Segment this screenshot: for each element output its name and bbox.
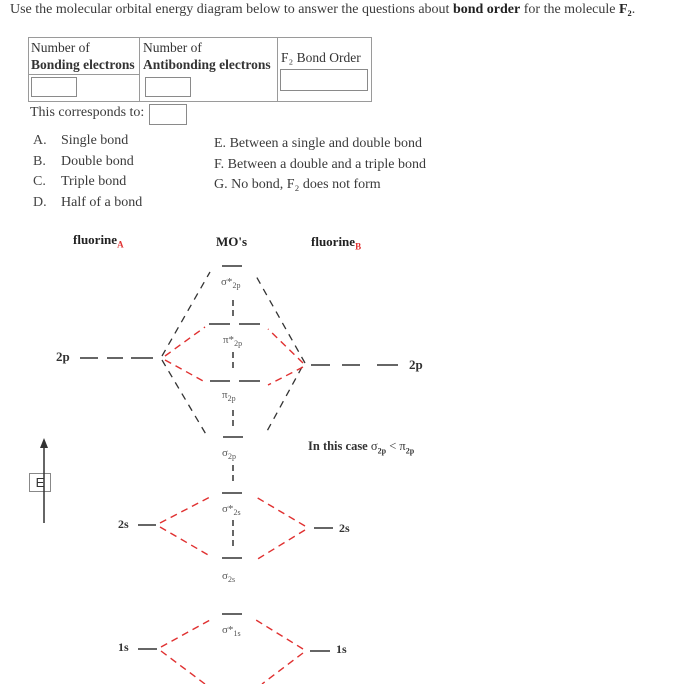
- option-c: C. Triple bond: [33, 174, 127, 189]
- mo-label-sigma-star-1s: $\sigma*_{1s}$: [222, 624, 241, 639]
- option-f: F. Between a double and a triple bond: [214, 156, 426, 172]
- bonding-header-line1: Number of: [31, 40, 90, 55]
- mo-levels: [209, 266, 260, 614]
- mo-label-sigma-2p: $\sigma_{2p}$: [222, 447, 236, 462]
- right-2p-label: 2p: [409, 357, 423, 372]
- energy-label: E: [29, 473, 51, 492]
- mo-label-pi-star-2p: $\pi*_{2p}$: [223, 334, 243, 349]
- left-atom-header: fluorine$_A$: [73, 232, 124, 250]
- option-g: G. No bond, F₂ does not form: [214, 177, 381, 192]
- option-b: B. Double bond: [33, 153, 134, 169]
- atomic-levels: [80, 358, 398, 651]
- question-suffix: .: [631, 2, 636, 17]
- corresponds-label: This corresponds to:: [30, 105, 145, 120]
- antibonding-header-line2: Antibonding electrons: [143, 57, 271, 72]
- mo-label-sigma-star-2p: $\sigma*_{2p}$: [221, 276, 241, 291]
- left-2s-label: 2s: [118, 517, 129, 531]
- question-bold: bond order: [452, 2, 521, 17]
- option-a: A. Single bond: [33, 133, 129, 148]
- antibonding-header-line1: Number of: [143, 40, 202, 55]
- question-prefix: Use the molecular orbital energy diagram below to answer the questions about: [10, 2, 450, 17]
- question-middle: for the molecule: [523, 2, 616, 17]
- option-d: D. Half of a bond: [33, 194, 143, 210]
- bond-order-header: F₂ Bond Order: [281, 50, 361, 65]
- correlation-lines-red: [160, 327, 305, 684]
- mo-header: MO's: [216, 234, 248, 249]
- right-2s-label: 2s: [339, 521, 350, 535]
- mo-label-pi-2p: $\pi_{2p}$: [222, 389, 236, 404]
- mo-label-sigma-star-2s: $\sigma*_{2s}$: [222, 503, 241, 518]
- left-2p-label: 2p: [56, 349, 70, 364]
- mo-label-sigma-2s: $\sigma_{2s}$: [222, 570, 236, 585]
- ordering-note: In this case $\sigma_{2p} < \pi_{2p}$: [308, 439, 415, 456]
- left-1s-label: 1s: [118, 640, 129, 654]
- question-molecule: F₂: [619, 2, 632, 17]
- right-atom-header: fluorine$_B$: [311, 234, 362, 252]
- bonding-header-line2: Bonding electrons: [31, 57, 135, 72]
- right-1s-label: 1s: [336, 642, 347, 656]
- option-e: E. Between a single and double bond: [214, 136, 423, 151]
- energy-arrow: [40, 438, 48, 523]
